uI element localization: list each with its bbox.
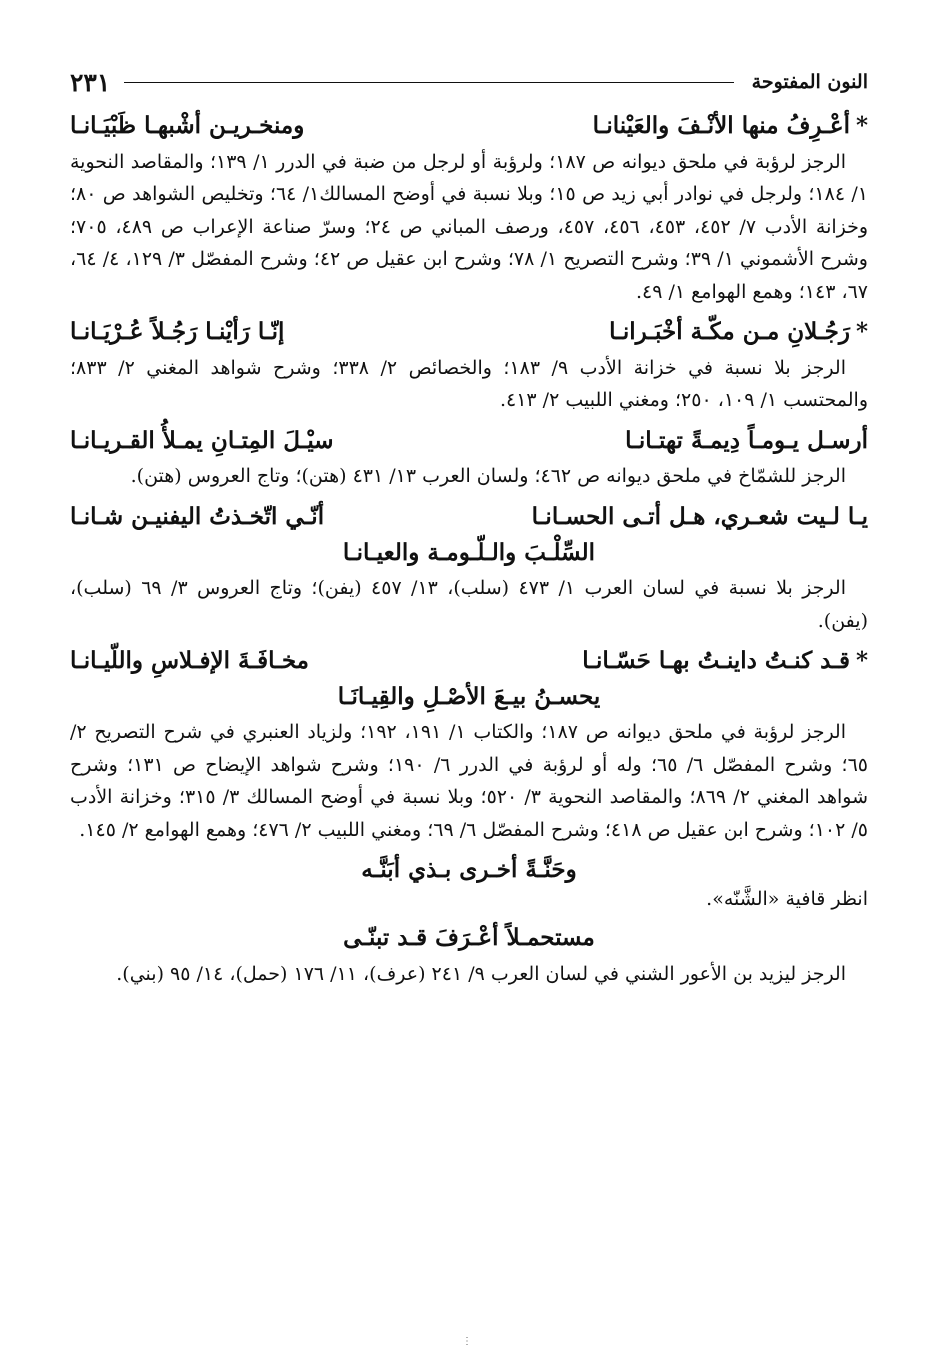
page-header: [70, 62, 868, 102]
verse-star-marker: *: [855, 112, 868, 139]
verse-note-5: الرجز لرؤبة في ملحق ديوانه ص ١٨٧؛ والكتاب ١/ ١٩١، ١٩٢؛ ولزياد العنبري في شرح التصريح ٢/ ٦٥؛ وشرح المفصّل ٦/ ٦٥؛ وله أو لرؤبة في الدرر ٦/ ١٩٠؛ وشرح شواهد الإيضاح ص ١٣١؛ وشرح شواهد المغني ٢/ ٨٦٩؛ والمقاصد النحوية ٣/ ٥٢٠؛ وبلا نسبة في أوضح المسالك ٣/ ٣١٥؛ وخزانة الأدب ٥/ ١٠٢؛ وشرح ابن عقيل ص ٤١٨؛ وشرح المفصّل ٦/ ٦٩؛ ومغني اللبيب ٢/ ٤٧٦؛ وهمع الهوامع ٢/ ١٤٥.: [70, 721, 868, 841]
verse-first-hemistich: *قـد كنـتُ داينـتُ بهـا حَسّـانـا: [582, 647, 868, 675]
verse-continuation: يحسـنُ بيـعَ الأصْـلِ والقِيـانَـا: [337, 682, 601, 710]
verse-note-2: الرجز بلا نسبة في خزانة الأدب ٩/ ١٨٣؛ والخصائص ٢/ ٣٣٨؛ وشرح شواهد المغني ٢/ ٨٣٣؛ والمحتسب ١/ ١٠٩، ٢٥٠؛ ومغني اللبيب ٢/ ٤١٣.: [70, 356, 868, 412]
verse-second-hemistich: أنّـي اتّخـذتُ اليفنيـن شـانـا: [70, 502, 325, 530]
verse-entry-1: [70, 108, 868, 144]
verse-note-1: الرجز لرؤبة في ملحق ديوانه ص ١٨٧؛ ولرؤبة أو لرجل من ضبة في الدرر ١/ ١٣٩؛ والمقاصد النحوية ١/ ١٨٤؛ ولرجل في نوادر أبي زيد ص ١٥؛ وبلا نسبة في أوضح المسالك١/ ٦٤؛ وتخليص الشواهد ص ٨٠؛ وخزانة الأدب ٧/ ٤٥٢، ٤٥٣، ٤٥٦، ٤٥٧، ورصف المباني ص ٢٤؛ وسرّ صناعة الإعراب ص ٤٨٩، ٧٠٥؛ وشرح الأشموني ١/ ٣٩؛ وشرح التصريح ١/ ٧٨؛ وشرح ابن عقيل ص ٤٢؛ وشرح المفصّل ٣/ ١٢٩، ٤/ ٦٤، ٦٧، ١٤٣؛ وهمع الهوامع ١/ ٤٩.: [70, 150, 869, 303]
page-number: ٢٣١: [70, 67, 111, 97]
book-page: [70, 62, 868, 1352]
verse-second-hemistich: ومنخـريـن أشْبهـا ظَبْيَـانـا: [70, 112, 305, 139]
verse-entry-4: [70, 499, 868, 570]
verse-continuation: السِّلْـبَ والـلّـومـة والعيـانـا: [342, 538, 596, 566]
header-rule: [124, 82, 733, 83]
verse-second-hemistich: مخـافَـةَ الإفـلاسِ واللّيـانـا: [70, 647, 309, 675]
verse-entry-2: [70, 314, 868, 350]
verse-entry-5: [70, 643, 868, 714]
cross-reference-note: انظر قافية «الشَّنّه».: [706, 888, 868, 911]
verse-second-hemistich: إنّـا رَأيْنـا رَجُـلاً عُـرْيَـانـا: [70, 318, 285, 346]
verse-first-hemistich: *أعْـرِفُ منها الأنْـفَ والعَيْنانـا: [592, 112, 868, 139]
verse-second-hemistich: سيْـلَ المِتـانِ يمـلأُ القـريـانـا: [70, 426, 334, 454]
verse-first-hemistich: يـا لـيت شعـري، هـل أتـى الحسـانـا: [531, 502, 868, 530]
verse-first-hemistich: *رَجُـلانِ مـن مكّـة أخْبَـرانـا: [609, 318, 868, 346]
verse-star-marker: *: [855, 318, 868, 346]
verse-note-7: الرجز ليزيد بن الأعور الشني في لسان العرب ٩/ ٢٤١ (عرف)، ١١/ ١٧٦ (حمل)، ١٤/ ٩٥ (بني).: [116, 962, 846, 985]
verse-note-4: الرجز بلا نسبة في لسان العرب ١/ ٤٧٣ (سلب)، ١٣/ ٤٥٧ (يفن)؛ وتاج العروس ٣/ ٦٩ (سلب)، (يفن).: [70, 577, 868, 632]
verse-note-3: الرجز للشمّاخ في ملحق ديوانه ص ٤٦٢؛ ولسان العرب ١٣/ ٤٣١ (هتن)؛ وتاج العروس (هتن).: [130, 465, 846, 488]
verse-entry-7: مستحمـلاً أعْـرَفَ قـد تبنّـى: [343, 924, 595, 952]
page-speck: ⋮: [462, 1336, 472, 1347]
verse-entry-6: وحَنَّـةً أخـرى بـذي أبَنَّـه: [361, 856, 577, 884]
running-title: النون المفتوحة: [751, 71, 868, 93]
verse-first-hemistich: أرسـل يـومـاً دِيمـةً تهتـانـا: [625, 426, 868, 454]
verse-entry-3: [70, 423, 868, 459]
verse-star-marker: *: [855, 647, 868, 675]
